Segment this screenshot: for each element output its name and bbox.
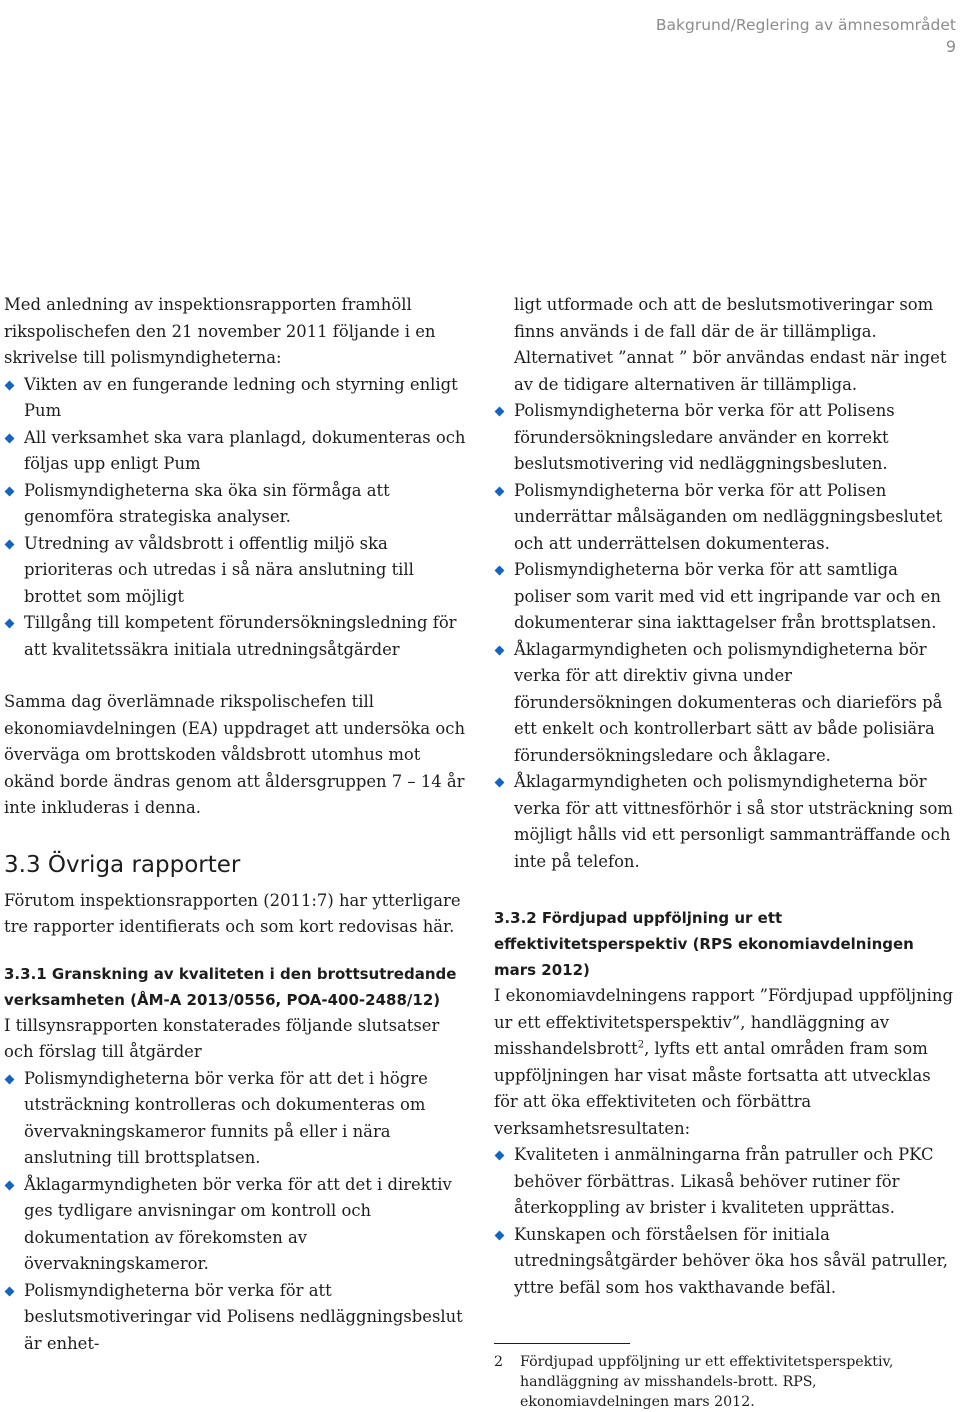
footnote-text: Fördjupad uppföljning ur ett effektivitetsperspektiv, handläggning av misshandels-brott. RPS, ekonomiavdelningen mars 2012. [520,1354,894,1410]
directive-list [4,372,474,664]
subsection-paragraph: I ekonomiavdelningens rapport ”Fördjupad uppföljning ur ett effektivitetsperspektiv”, handläggning av misshandelsbrott$^2$, lyfts ett antal områden fram som uppföljningen har visat måste fortsatta att utvecklas för att öka effektiviteten och förbättra verksamhetsresultaten: [494,986,953,1138]
subsection-heading: 3.3.2 Fördjupad uppföljning ur ett effektivitetsperspektiv (RPS ekonomiavdelningen mars 2012) [494,909,914,979]
diamond-bullet-icon [495,645,505,655]
intro-paragraph: Med anledning av inspektionsrapporten framhöll rikspolischefen den 21 november 2011 följande i en skrivelse till polismyndigheterna: [4,295,436,367]
continuation-text: ligt utformade och att de beslutsmotiveringar som finns används i de fall där de är tillämpliga. Alternativet ”annat ” bör användas endast när inget av de tidigare alternativen är tillämpliga. [514,295,947,394]
subsection-intro: I tillsynsrapporten konstaterades följande slutsatser och förslag till åtgärder [4,1015,440,1061]
diamond-bullet-icon [5,1074,15,1084]
section-heading: 3.3 Övriga rapporter [4,851,241,878]
list-item: Tillgång till kompetent förundersökningsledning för att kvalitetssäkra initiala utredningsåtgärder [4,610,474,663]
footnote-number: 2 [494,1354,504,1370]
list-item: Polismyndigheterna bör verka för att Polisens förundersökningsledare använder en korrekt beslutsmotivering vid nedläggningsbesluten. [494,398,954,478]
diamond-bullet-icon [5,619,15,629]
diamond-bullet-icon [5,1180,15,1190]
footnote [494,1352,954,1412]
diamond-bullet-icon [5,1286,15,1296]
diamond-bullet-icon [5,539,15,549]
diamond-bullet-icon [495,778,505,788]
list-item: Polismyndigheterna bör verka för att det i högre utsträckning kontrolleras och dokumenteras om övervakningskameror funnits på eller i nära anslutning till brottsplatsen. [4,1066,474,1172]
list-item: Åklagarmyndigheten och polismyndigheterna bör verka för att direktiv givna under förundersökningen dokumenteras och diarieförs på ett enkelt och kontrollerbart sätt av både polisiära förundersökningsledare och åklagare. [494,637,954,770]
right-column [494,292,954,1412]
list-item: Kunskapen och förståelsen för initiala utredningsåtgärder behöver öka hos såväl patruller, yttre befäl som hos vakthavande befäl. [494,1222,954,1302]
diamond-bullet-icon [495,486,505,496]
list-item: Vikten av en fungerande ledning och styrning enligt Pum [4,372,474,425]
list-item: Kvaliteten i anmälningarna från patruller och PKC behöver förbättras. Likaså behöver rutiner för återkoppling av brister i kvaliteten upprättas. [494,1142,954,1222]
footnote-divider [494,1343,630,1344]
list-item: Åklagarmyndigheten och polismyndigheterna bör verka för att vittnesförhör i så stor utsträckning som möjligt hålls vid ett personligt sammanträffande och inte på telefon. [494,769,954,875]
header-title: Bakgrund/Reglering av ämnesområdet [655,16,956,34]
list-item: Polismyndigheterna bör verka för att beslutsmotiveringar vid Polisens nedläggningsbeslut är enhet- [4,1278,474,1358]
list-item: Utredning av våldsbrott i offentlig miljö ska prioriteras och utredas i så nära anslutning till brottet som möjligt [4,531,474,611]
diamond-bullet-icon [495,1151,505,1161]
list-item: Åklagarmyndigheten bör verka för att det i direktiv ges tydligare anvisningar om kontroll och dokumentation av förekomsten av övervakningskameror. [4,1172,474,1278]
subsection-heading: 3.3.1 Granskning av kvaliteten i den brottsutredande verksamheten (ÅM-A 2013/0556, POA-400-2488/12) [4,964,457,1009]
section-intro: Förutom inspektionsrapporten (2011:7) har ytterligare tre rapporter identifierats och som kort redovisas här. [4,890,461,936]
footnote-ref: 2 [637,1039,645,1051]
diamond-bullet-icon [495,566,505,576]
diamond-bullet-icon [5,486,15,496]
conclusion-list-continued [494,398,954,875]
diamond-bullet-icon [5,380,15,390]
list-item: Polismyndigheterna bör verka för att samtliga poliser som varit med vid ett ingripande var och en dokumenterar sina iakttagelser från brottsplatsen. [494,557,954,637]
left-column [4,292,474,1357]
diamond-bullet-icon [495,1230,505,1240]
page-number: 9 [945,37,956,56]
diamond-bullet-icon [495,407,505,417]
paragraph: Samma dag överlämnade rikspolischefen till ekonomiavdelningen (EA) uppdraget att undersöka och överväga om brottskoden våldsbrott utomhus mot okänd borde ändras genom att åldersgruppen 7 – 14 år inte inkluderas i denna. [4,692,466,817]
list-item: All verksamhet ska vara planlagd, dokumenteras och följas upp enligt Pum [4,425,474,478]
list-item: Polismyndigheterna bör verka för att Polisen underrättar målsäganden om nedläggningsbeslutet och att underrättelsen dokumenteras. [494,478,954,558]
running-header [656,14,956,58]
list-item: Polismyndigheterna ska öka sin förmåga att genomföra strategiska analyser. [4,478,474,531]
area-list [494,1142,954,1301]
diamond-bullet-icon [5,433,15,443]
conclusion-list [4,1066,474,1358]
